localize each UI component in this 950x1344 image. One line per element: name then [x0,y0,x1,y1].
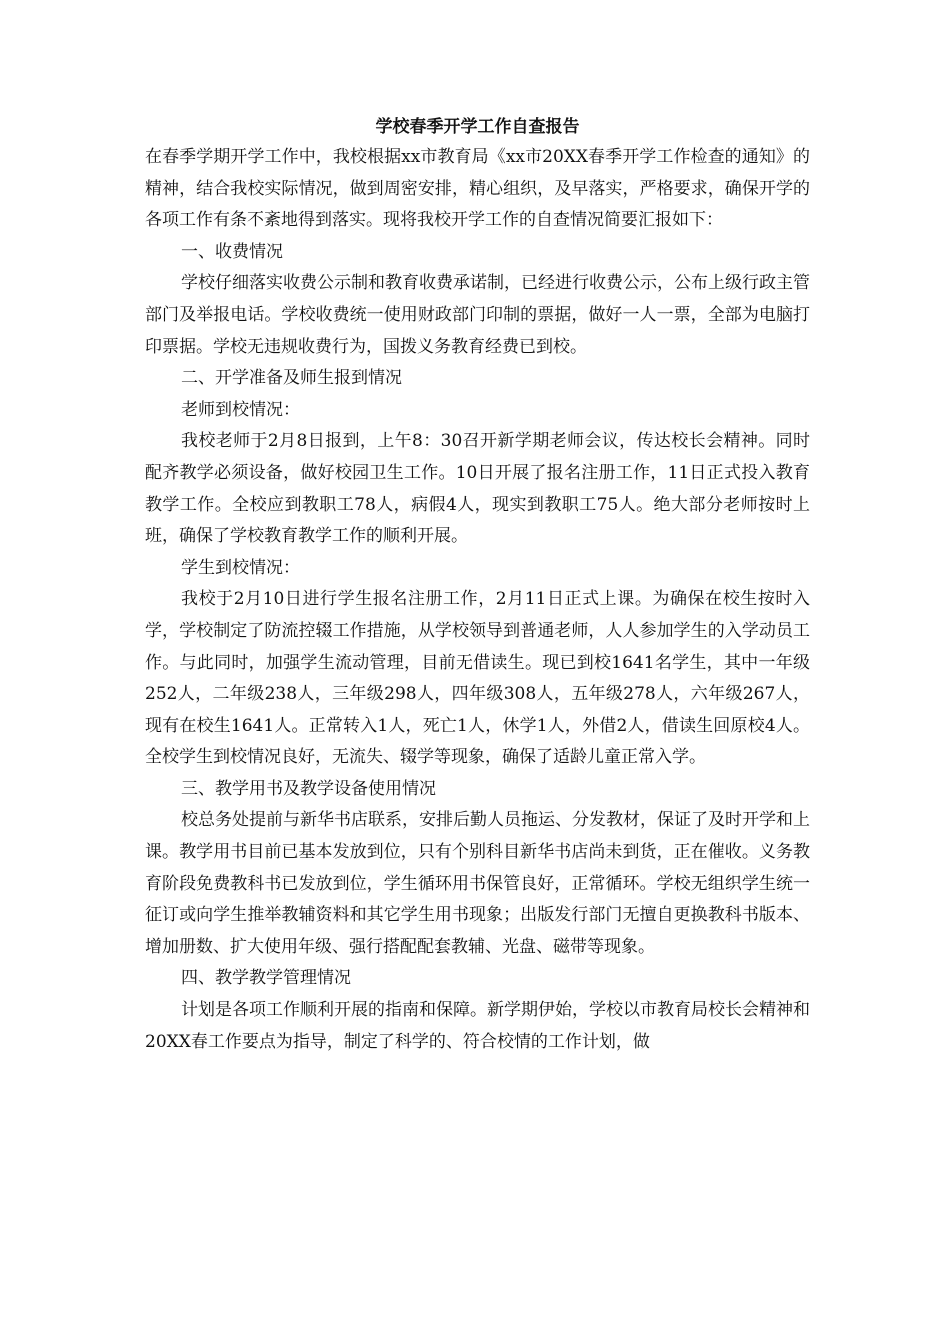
subheading-students: 学生到校情况： [181,557,300,578]
subheading-teachers: 老师到校情况： [181,399,300,420]
teaching-management-paragraph: 计划是各项工作顺利开展的指南和保障。新学期伊始，学校以市教育局校长会精神和20XX春工作要点为指导，制定了科学的、符合校情的工作计划，做 [145,1000,810,1052]
section-heading-textbooks: 三、教学用书及教学设备使用情况 [181,778,436,799]
intro-paragraph: 在春季学期开学工作中，我校根据xx市教育局《xx市20XX春季开学工作检查的通知》的精神，结合我校实际情况，做到周密安排，精心组织，及早落实，严格要求，确保开学的各项工作有条不紊地得到落实。现将我校开学工作的自查情况简要汇报如下： [145,147,810,231]
fees-paragraph: 学校仔细落实收费公示制和教育收费承诺制，已经进行收费公示，公布上级行政主管部门及举报电话。学校收费统一使用财政部门印制的票据，做好一人一票，全部为电脑打印票据。学校无违规收费行为，国拨义务教育经费已到校。 [145,273,810,357]
teachers-paragraph: 我校老师于2月8日报到，上午8：30召开新学期老师会议，传达校长会精神。同时配齐教学必须设备，做好校园卫生工作。10日开展了报名注册工作，11日正式投入教育教学工作。全校应到教职工78人，病假4人，现实到教职工75人。绝大部分老师按时上班，确保了学校教育教学工作的顺利开展。 [145,431,810,547]
section-heading-registration: 二、开学准备及师生报到情况 [181,368,402,389]
document-body [145,142,810,1058]
document-page [145,112,810,1058]
section-heading-teaching-management: 四、教学教学管理情况 [181,968,351,989]
document-title: 学校春季开学工作自查报告 [375,117,580,137]
students-paragraph: 我校于2月10日进行学生报名注册工作，2月11日正式上课。为确保在校生按时入学，学校制定了防流控辍工作措施，从学校领导到普通老师，人人参加学生的入学动员工作。与此同时，加强学生流动管理，目前无借读生。现已到校1641名学生，其中一年级252人，二年级238人，三年级298人，四年级308人，五年级278人，六年级267人，现有在校生1641人。正常转入1人，死亡1人，休学1人，外借2人，借读生回原校4人。全校学生到校情况良好，无流失、辍学等现象，确保了适龄儿童正常入学。 [145,589,810,768]
textbooks-paragraph: 校总务处提前与新华书店联系，安排后勤人员拖运、分发教材，保证了及时开学和上课。教学用书目前已基本发放到位，只有个别科目新华书店尚未到货，正在催收。义务教育阶段免费教科书已发放到位，学生循环用书保管良好，正常循环。学校无组织学生统一征订或向学生推举教辅资料和其它学生用书现象；出版发行部门无擅自更换教科书版本、增加册数、扩大使用年级、强行搭配配套教辅、光盘、磁带等现象。 [145,810,810,957]
section-heading-fees: 一、收费情况 [181,241,283,262]
